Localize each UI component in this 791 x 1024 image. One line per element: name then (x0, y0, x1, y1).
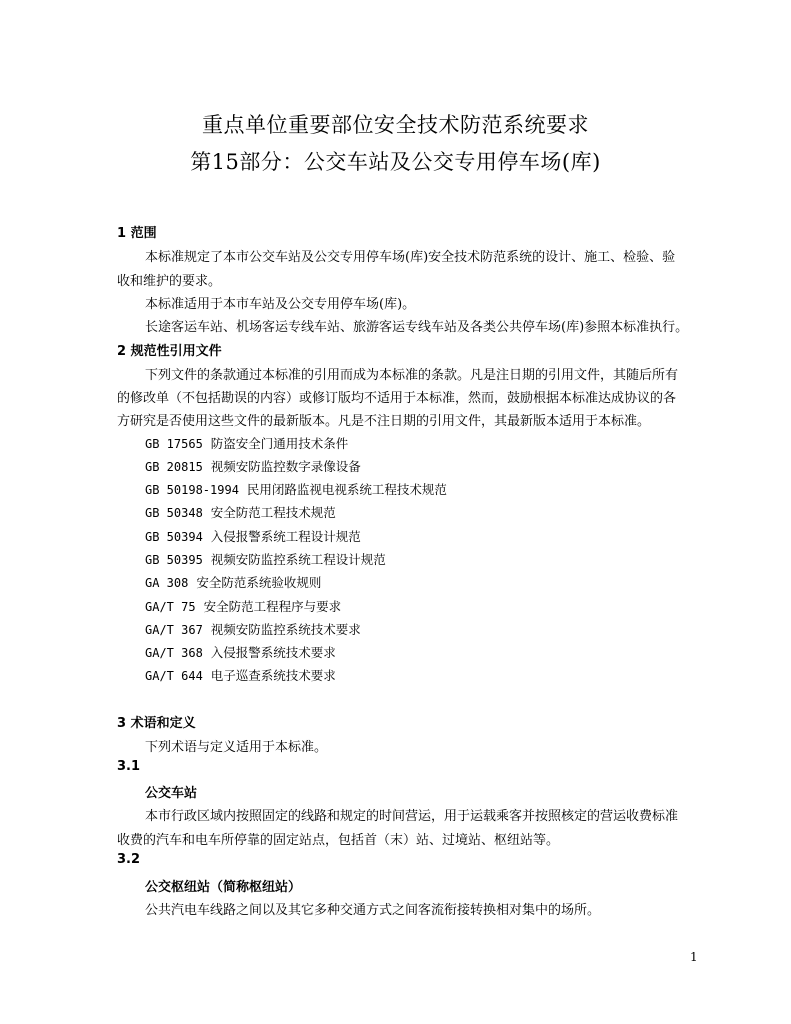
section-3-heading: 3 术语和定义 (117, 716, 196, 731)
reference-code: GB 50394 (145, 530, 203, 544)
term-definition-line: 收费的汽车和电车所停靠的固定站点，包括首（末）站、过境站、枢纽站等。 (117, 833, 560, 848)
reference-code: GA/T 368 (145, 646, 203, 660)
reference-item (145, 643, 336, 661)
reference-code: GB 50348 (145, 506, 203, 520)
page-number: 1 (690, 950, 698, 964)
reference-code: GB 17565 (145, 437, 203, 451)
section-1-paragraph-line: 收和维护的要求。 (117, 274, 222, 289)
title-line-2: 第15部分：公交车站及公交专用停车场(库) (190, 150, 601, 174)
reference-title: 安全防范系统验收规则 (196, 575, 322, 590)
term-definition-line: 本市行政区域内按照固定的线路和规定的时间营运，用于运载乘客并按照核定的营运收费标准 (145, 809, 679, 824)
reference-title: 防盗安全门通用技术条件 (210, 436, 349, 451)
term-name: 公交车站 (145, 786, 198, 801)
reference-code: GA 308 (145, 576, 189, 590)
reference-title: 入侵报警系统工程设计规范 (210, 529, 361, 544)
section-2-paragraph-line: 的修改单（不包括勘误的内容）或修订版均不适用于本标准，然而，鼓励根据本标准达成协议的各 (117, 391, 677, 406)
reference-item (145, 480, 447, 498)
reference-item (145, 597, 341, 615)
reference-item (145, 503, 336, 521)
reference-item (145, 550, 386, 568)
term-definition-line: 公共汽电车线路之间以及其它多种交通方式之间客流衔接转换相对集中的场所。 (145, 903, 601, 918)
term-number: 3.2 (117, 852, 141, 867)
reference-code: GB 20815 (145, 460, 203, 474)
reference-title: 安全防范工程技术规范 (210, 505, 336, 520)
reference-code: GB 50198-1994 (145, 483, 239, 497)
section-2-paragraph-line: 下列文件的条款通过本标准的引用而成为本标准的条款。凡是注日期的引用文件，其随后所有 (145, 368, 679, 383)
title-line-1: 重点单位重要部位安全技术防范系统要求 (202, 113, 589, 137)
reference-code: GB 50395 (145, 553, 203, 567)
reference-title: 民用闭路监视电视系统工程技术规范 (246, 482, 447, 497)
section-3-intro: 下列术语与定义适用于本标准。 (145, 740, 328, 755)
reference-code: GA/T 75 (145, 600, 196, 614)
section-2-paragraph-line: 方研究是否使用这些文件的最新版本。凡是不注日期的引用文件，其最新版本适用于本标准。 (117, 414, 651, 429)
term-number: 3.1 (117, 759, 141, 774)
section-1-paragraph-line: 本标准适用于本市车站及公交专用停车场(库)。 (145, 297, 416, 312)
reference-item (145, 457, 361, 475)
term-name: 公交枢纽站（简称枢纽站） (145, 880, 302, 895)
reference-item (145, 527, 361, 545)
reference-item (145, 434, 348, 452)
reference-title: 视频安防监控系统技术要求 (210, 622, 361, 637)
reference-item (145, 573, 321, 591)
reference-title: 安全防范工程程序与要求 (203, 599, 342, 614)
reference-code: GA/T 367 (145, 623, 203, 637)
section-1-paragraph-line: 长途客运车站、机场客运专线车站、旅游客运专线车站及各类公共停车场(库)参照本标准执行。 (145, 320, 689, 335)
reference-code: GA/T 644 (145, 669, 203, 683)
reference-item (145, 620, 361, 638)
section-1-heading: 1 范围 (117, 226, 157, 241)
reference-title: 视频安防监控数字录像设备 (210, 459, 361, 474)
reference-title: 视频安防监控系统工程设计规范 (210, 552, 386, 567)
section-1-paragraph-line: 本标准规定了本市公交车站及公交专用停车场(库)安全技术防范系统的设计、施工、检验、验 (145, 250, 676, 265)
section-2-heading: 2 规范性引用文件 (117, 344, 222, 359)
reference-title: 入侵报警系统技术要求 (210, 645, 336, 660)
reference-title: 电子巡查系统技术要求 (210, 668, 336, 683)
reference-item (145, 666, 336, 684)
